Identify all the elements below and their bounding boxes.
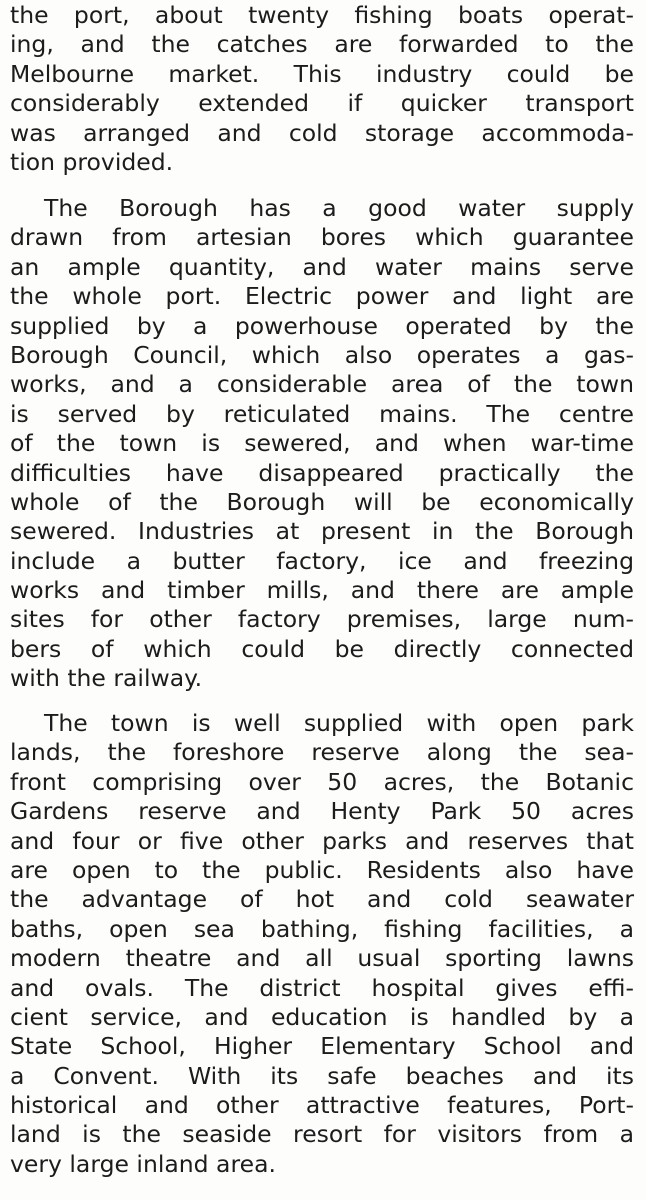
text-line: works, and a considerable area of the town — [10, 370, 634, 399]
text-line: the port, about twenty fishing boats operat- — [10, 1, 634, 29]
text-line: historical and other attractive features, Port- — [10, 1091, 634, 1120]
text-line: difficulties have disappeared practically the — [10, 458, 634, 487]
text-line: works and timber mills, and there are ample — [10, 576, 634, 605]
text-line: baths, open sea bathing, fishing facilities, a — [10, 914, 634, 943]
text-line: ing, and the catches are forwarded to the — [10, 30, 634, 59]
text-line: and four or five other parks and reserves that — [10, 826, 634, 855]
text-line: State School, Higher Elementary School and — [10, 1032, 634, 1061]
text-line: with the railway. — [10, 664, 203, 693]
text-line: tion provided. — [10, 147, 174, 176]
text-line: supplied by a powerhouse operated by the — [10, 311, 634, 340]
text-line: the whole port. Electric power and light are — [10, 282, 634, 311]
text-line: whole of the Borough will be economically — [10, 487, 634, 516]
paragraph-borough-services — [10, 194, 634, 694]
text-line: Gardens reserve and Henty Park 50 acres — [10, 797, 634, 826]
text-line: sewered. Industries at present in the Borough — [10, 517, 634, 546]
text-line: front comprising over 50 acres, the Botanic — [10, 767, 634, 796]
text-line: sites for other factory premises, large num- — [10, 605, 634, 634]
text-line: was arranged and cold storage accommoda- — [10, 118, 634, 147]
text-line: Borough Council, which also operates a gas- — [10, 340, 634, 369]
text-line: include a butter factory, ice and freezing — [10, 546, 634, 575]
paragraph-parks-and-amenities — [10, 709, 634, 1179]
text-line: land is the seaside resort for visitors from a — [10, 1120, 634, 1149]
text-line: very large inland area. — [10, 1149, 276, 1178]
text-line: of the town is sewered, and when war-time — [10, 429, 634, 458]
text-line: drawn from artesian bores which guarantee — [10, 223, 634, 252]
text-line: The Borough has a good water supply — [44, 194, 634, 222]
text-line: modern theatre and all usual sporting lawns — [10, 944, 634, 973]
text-line: lands, the foreshore reserve along the sea- — [10, 738, 634, 767]
text-line: are open to the public. Residents also have — [10, 855, 634, 884]
text-line: the advantage of hot and cold seawater — [10, 885, 634, 914]
text-line: and ovals. The district hospital gives effi- — [10, 973, 634, 1002]
text-line: The town is well supplied with open park — [44, 709, 634, 737]
text-line: Melbourne market. This industry could be — [10, 59, 634, 88]
text-line: considerably extended if quicker transport — [10, 89, 634, 118]
text-line: cient service, and education is handled by a — [10, 1002, 634, 1031]
text-line: an ample quantity, and water mains serve — [10, 252, 634, 281]
text-line: a Convent. With its safe beaches and its — [10, 1061, 634, 1090]
paragraph-fishing-industry — [10, 1, 634, 177]
text-line: is served by reticulated mains. The centre — [10, 399, 634, 428]
text-line: bers of which could be directly connected — [10, 634, 634, 663]
